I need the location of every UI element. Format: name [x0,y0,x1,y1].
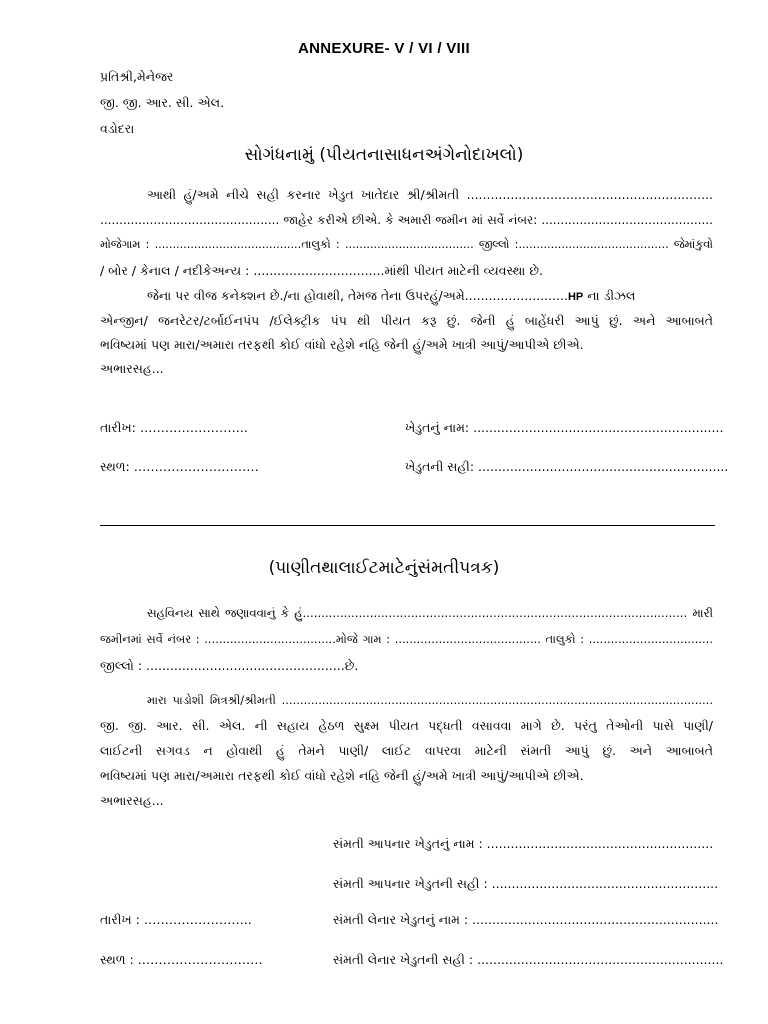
affidavit-line-1: આથી હું/અમે નીચે સહી કરનાર ખેડુત ખાતેદાર શ્રી/શ્રીમતી .............................................................. [147,187,713,202]
affidavit-line-4: / બોર / કેનાલ / નદીકેઅન્ય : .................................માંથી પીયત માટેની વ્યવસ્થા છે. [100,263,543,278]
consent-giver-name-field[interactable]: સંમતી આપનાર ખેડુતનું નામ : ......................................................... [333,836,714,851]
affidavit-farmer-name-field[interactable]: ખેડુતનું નામ: ............................................................... [405,420,724,435]
consent-line-3: જીલ્લો : ..................................................છે. [100,658,359,673]
consent-place-field[interactable]: સ્થળ : ………………………… [100,952,263,967]
affidavit-line-6: એન્જીન/ જનરેટર/ટર્બાઈનપંપ /ઈલેક્ટ્રીક પંપ થી પીયત કરૂ છું. જેની હું બાહેંધરી આપું છું. અને આબાબતે [100,313,713,328]
affidavit-line-5 [147,288,713,304]
consent-line-5: જી. જી. આર. સી. એલ. ની સહાય હેઠળ સુક્ષ્મ પીયત પદ્ધતી વસાવવા માગે છે. પરંતુ તેઓની પાસે પાણી/ [100,718,713,733]
consent-line-2: જમીનમાં સર્વે નંબર : ....................................મોજે ગામ : ........................................ તાલુકો : .................................. [100,632,713,646]
annexure-heading: ANNEXURE- V / VI / VIII [298,40,470,57]
address-line-1: પ્રતિશ્રી,મેનેજર [100,69,174,84]
consent-line-7: ભવિષ્યમાં પણ મારા/અમારા તરફથી કોઈ વાંધો રહેશે નહિ જેની હું/અમે ખાત્રી આપું/આપીએ છીએ. [100,768,584,783]
consent-line-8: અભારસહ... [100,793,164,808]
consent-line-1: સહવિનય સાથે જણાવવાનું કે હું....................................................................................................... મારી [147,606,713,620]
consent-date-field[interactable]: તારીખ : …………………….. [100,912,252,927]
consent-taker-sign-field[interactable]: સંમતી લેનાર ખેડુતની સહી : .............................................................. [333,952,724,967]
consent-title: (પાણીતથાલાઈટમાટેનુંસંમતીપત્રક) [268,558,500,578]
hp-label: HP [567,291,584,303]
consent-taker-name-field[interactable]: સંમતી લેનાર ખેડુતનું નામ : .............................................................. [333,912,719,927]
affidavit-line-2: ............................................... જાહેર કરીએ છીએ. કે અમારી જમીન માં સર્વે નંબર: ............................................. [100,213,713,227]
consent-giver-sign-field[interactable]: સંમતી આપનાર ખેડુતની સહી : ......................................................... [333,876,719,891]
affidavit-title: સોગંધનામું (પીયતનાસાધનઅંગેનોદાખલો) [244,145,524,165]
address-line-3: વડોદરા [100,121,135,136]
affidavit-farmer-sign-field[interactable]: ખેડુતની સહી: ............................................................... [405,459,729,474]
hp-suffix: ના ડીઝલ [583,288,636,303]
consent-line-4: મારા પાડોશી મિત્રશ્રી/શ્રીમતી ...................................................................................................................... [147,693,713,707]
affidavit-line-7: ભવિષ્યમાં પણ મારા/અમારા તરફથી કોઈ વાંધો રહેશે નહિ જેની હું/અમે ખાત્રી આપું/આપીએ છીએ. [100,337,584,352]
affidavit-line-3: મોજેગામ : .........................................તાલુકો : .................................... જીલ્લો :.......................................... જેમાંકુવો [100,238,713,251]
affidavit-date-field[interactable]: તારીખ: …………………….. [100,420,248,435]
address-line-2: જી. જી. આર. સી. એલ. [100,95,225,110]
affidavit-line-8: અભારસહ... [100,361,164,376]
affidavit-place-field[interactable]: સ્થળ: ………………………… [100,459,259,474]
affidavit-line-5-text: જેના પર વીજ કનેક્શન છે./ના હોવાથી, તેમજ તેના ઉપરહું/અમે.......................... [147,288,568,303]
consent-line-6: લાઈટની સગવડ ન હોવાથી હું તેમને પાણી/ લાઈટ વાપરવા માટેની સંમતી આપું છું. અને આબાબતે [100,743,713,758]
section-divider [100,525,715,526]
